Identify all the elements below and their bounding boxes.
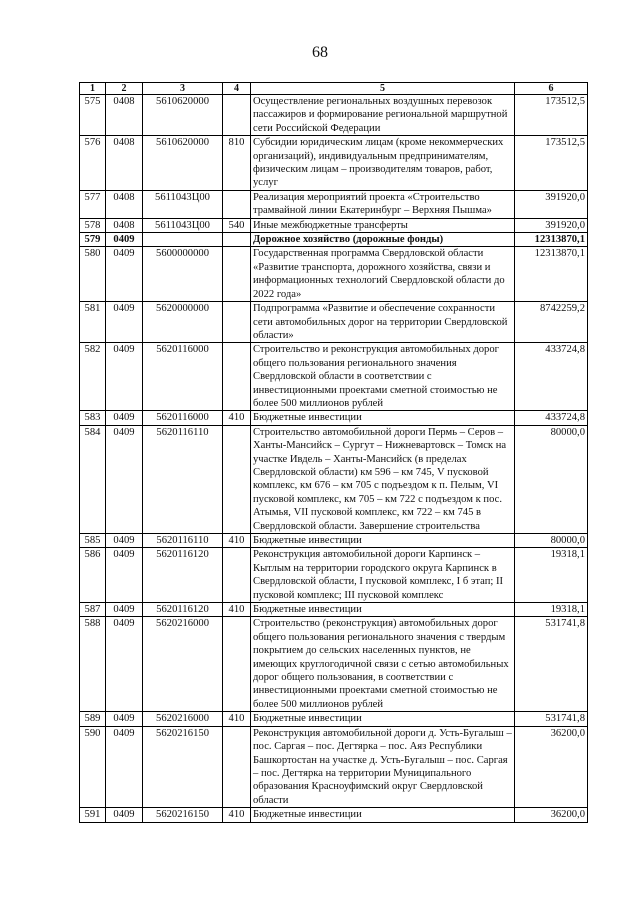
target-code-cell: 5620116110 — [143, 534, 223, 548]
item-name-cell: Субсидии юридическим лицам (кроме некоммерческих организаций), индивидуальным предпринимателям, физическим лицам – производителям товаров, работ, услуг — [251, 136, 515, 191]
table-row — [80, 603, 588, 617]
row-number-cell: 584 — [80, 425, 106, 533]
section-code-cell: 0409 — [106, 233, 143, 247]
section-code-cell: 0409 — [106, 247, 143, 302]
column-header: 4 — [223, 83, 251, 95]
item-name-cell: Бюджетные инвестиции — [251, 808, 515, 822]
table-row — [80, 247, 588, 302]
amount-cell: 36200,0 — [515, 726, 588, 807]
target-code-cell: 5620216150 — [143, 808, 223, 822]
target-code-cell: 5611043Ц00 — [143, 190, 223, 218]
section-code-cell: 0409 — [106, 534, 143, 548]
target-code-cell: 5600000000 — [143, 247, 223, 302]
item-name-cell: Бюджетные инвестиции — [251, 712, 515, 726]
section-code-cell: 0409 — [106, 425, 143, 533]
amount-cell: 19318,1 — [515, 548, 588, 603]
row-number-cell: 581 — [80, 302, 106, 343]
amount-cell: 19318,1 — [515, 603, 588, 617]
section-code-cell: 0408 — [106, 95, 143, 136]
expense-type-cell — [223, 190, 251, 218]
section-code-cell: 0409 — [106, 712, 143, 726]
row-number-cell: 588 — [80, 617, 106, 712]
target-code-cell: 5620116110 — [143, 425, 223, 533]
row-number-cell: 591 — [80, 808, 106, 822]
target-code-cell: 5620116120 — [143, 548, 223, 603]
amount-cell: 391920,0 — [515, 190, 588, 218]
target-code-cell: 5620116000 — [143, 343, 223, 411]
item-name-cell: Реконструкция автомобильной дороги Карпинск – Кытлым на территории городского округа Карпинск в Свердловской области, I пусковой комплекс, I б этап; II пусковой комплекс; III пусковой комплекс — [251, 548, 515, 603]
table-body — [80, 95, 588, 823]
expense-type-cell: 410 — [223, 411, 251, 425]
row-number-cell: 578 — [80, 218, 106, 232]
item-name-cell: Дорожное хозяйство (дорожные фонды) — [251, 233, 515, 247]
section-code-cell: 0409 — [106, 411, 143, 425]
row-number-cell: 577 — [80, 190, 106, 218]
expense-type-cell: 410 — [223, 808, 251, 822]
row-number-cell: 583 — [80, 411, 106, 425]
column-header: 6 — [515, 83, 588, 95]
section-code-cell: 0409 — [106, 603, 143, 617]
expense-type-cell — [223, 343, 251, 411]
table-row — [80, 712, 588, 726]
table-row — [80, 302, 588, 343]
section-code-cell: 0409 — [106, 726, 143, 807]
item-name-cell: Бюджетные инвестиции — [251, 603, 515, 617]
item-name-cell: Бюджетные инвестиции — [251, 534, 515, 548]
item-name-cell: Строительство и реконструкция автомобильных дорог общего пользования регионального значения Свердловской области в соответствии с инвестиционными проектами сметной стоимостью не более 500 миллионов рублей — [251, 343, 515, 411]
table-row — [80, 233, 588, 247]
target-code-cell: 5620116120 — [143, 603, 223, 617]
table-row — [80, 808, 588, 822]
item-name-cell: Иные межбюджетные трансферты — [251, 218, 515, 232]
item-name-cell: Реализация мероприятий проекта «Строительство трамвайной линии Екатеринбург – Верхняя Пышма» — [251, 190, 515, 218]
table-row — [80, 218, 588, 232]
amount-cell: 80000,0 — [515, 534, 588, 548]
expense-type-cell — [223, 726, 251, 807]
table-row — [80, 411, 588, 425]
table-row — [80, 726, 588, 807]
expense-type-cell — [223, 247, 251, 302]
row-number-cell: 576 — [80, 136, 106, 191]
column-header: 2 — [106, 83, 143, 95]
amount-cell: 531741,8 — [515, 617, 588, 712]
column-header: 1 — [80, 83, 106, 95]
item-name-cell: Государственная программа Свердловской области «Развитие транспорта, дорожного хозяйства, связи и информационных технологий Свердловской области до 2022 года» — [251, 247, 515, 302]
section-code-cell: 0409 — [106, 808, 143, 822]
row-number-cell: 580 — [80, 247, 106, 302]
amount-cell: 12313870,1 — [515, 233, 588, 247]
target-code-cell: 5610620000 — [143, 136, 223, 191]
amount-cell: 531741,8 — [515, 712, 588, 726]
expense-type-cell: 410 — [223, 712, 251, 726]
target-code-cell — [143, 233, 223, 247]
target-code-cell: 5620216000 — [143, 617, 223, 712]
expense-type-cell — [223, 548, 251, 603]
table-row — [80, 343, 588, 411]
row-number-cell: 575 — [80, 95, 106, 136]
table-row — [80, 95, 588, 136]
expense-type-cell — [223, 95, 251, 136]
amount-cell: 173512,5 — [515, 95, 588, 136]
section-code-cell: 0408 — [106, 136, 143, 191]
amount-cell: 80000,0 — [515, 425, 588, 533]
target-code-cell: 5620216150 — [143, 726, 223, 807]
section-code-cell: 0409 — [106, 302, 143, 343]
section-code-cell: 0409 — [106, 548, 143, 603]
target-code-cell: 5620116000 — [143, 411, 223, 425]
row-number-cell: 579 — [80, 233, 106, 247]
expense-type-cell — [223, 233, 251, 247]
expense-type-cell — [223, 302, 251, 343]
table-row — [80, 190, 588, 218]
item-name-cell: Строительство автомобильной дороги Пермь – Серов – Ханты-Мансийск – Сургут – Нижневартовск – Томск на участке Ивдель – Ханты-Мансийск (в пределах Свердловской области) км 596 – км 745, V пусковой комплекс, км 676 – км 705 с подъездом к п. Пелым, VI пусковой комплекс, км 705 – км 722 с подъездом к пос. Атымья, VII пусковой комплекс, км 722 – км 745 в Свердловской области. Завершение строительства — [251, 425, 515, 533]
row-number-cell: 586 — [80, 548, 106, 603]
section-code-cell: 0408 — [106, 218, 143, 232]
target-code-cell: 5611043Ц00 — [143, 218, 223, 232]
amount-cell: 36200,0 — [515, 808, 588, 822]
expense-type-cell: 540 — [223, 218, 251, 232]
section-code-cell: 0408 — [106, 190, 143, 218]
expense-type-cell: 810 — [223, 136, 251, 191]
amount-cell: 433724,8 — [515, 411, 588, 425]
table-row — [80, 136, 588, 191]
item-name-cell: Подпрограмма «Развитие и обеспечение сохранности сети автомобильных дорог на территории Свердловской области» — [251, 302, 515, 343]
page-number: 68 — [312, 44, 328, 61]
column-header: 3 — [143, 83, 223, 95]
amount-cell: 12313870,1 — [515, 247, 588, 302]
expense-type-cell: 410 — [223, 534, 251, 548]
column-header: 5 — [251, 83, 515, 95]
target-code-cell: 5620000000 — [143, 302, 223, 343]
table-row — [80, 534, 588, 548]
row-number-cell: 585 — [80, 534, 106, 548]
section-code-cell: 0409 — [106, 617, 143, 712]
amount-cell: 8742259,2 — [515, 302, 588, 343]
target-code-cell: 5610620000 — [143, 95, 223, 136]
item-name-cell: Реконструкция автомобильной дороги д. Усть-Бугалыш – пос. Саргая – пос. Дегтярка – пос. Аяз Республики Башкортостан на участке д. Усть-Бугалыш – пос. Саргая – пос. Дегтярка на территории Муниципального образования Красноуфимский округ Свердловской области — [251, 726, 515, 807]
item-name-cell: Строительство (реконструкция) автомобильных дорог общего пользования регионального значения с твердым покрытием до сельских населенных пунктов, не имеющих круглогодичной связи с сетью автомобильных дорог общего пользования, в соответствии с инвестиционными проектами сметной стоимостью не более 500 миллионов рублей — [251, 617, 515, 712]
budget-table — [79, 82, 588, 823]
expense-type-cell: 410 — [223, 603, 251, 617]
row-number-cell: 590 — [80, 726, 106, 807]
section-code-cell: 0409 — [106, 343, 143, 411]
amount-cell: 173512,5 — [515, 136, 588, 191]
item-name-cell: Бюджетные инвестиции — [251, 411, 515, 425]
row-number-cell: 589 — [80, 712, 106, 726]
expense-type-cell — [223, 425, 251, 533]
row-number-cell: 587 — [80, 603, 106, 617]
table-row — [80, 617, 588, 712]
amount-cell: 433724,8 — [515, 343, 588, 411]
amount-cell: 391920,0 — [515, 218, 588, 232]
target-code-cell: 5620216000 — [143, 712, 223, 726]
table-row — [80, 548, 588, 603]
expense-type-cell — [223, 617, 251, 712]
table-row — [80, 425, 588, 533]
item-name-cell: Осуществление региональных воздушных перевозок пассажиров и формирование региональной маршрутной сети Российской Федерации — [251, 95, 515, 136]
table-header-row — [80, 83, 588, 95]
row-number-cell: 582 — [80, 343, 106, 411]
